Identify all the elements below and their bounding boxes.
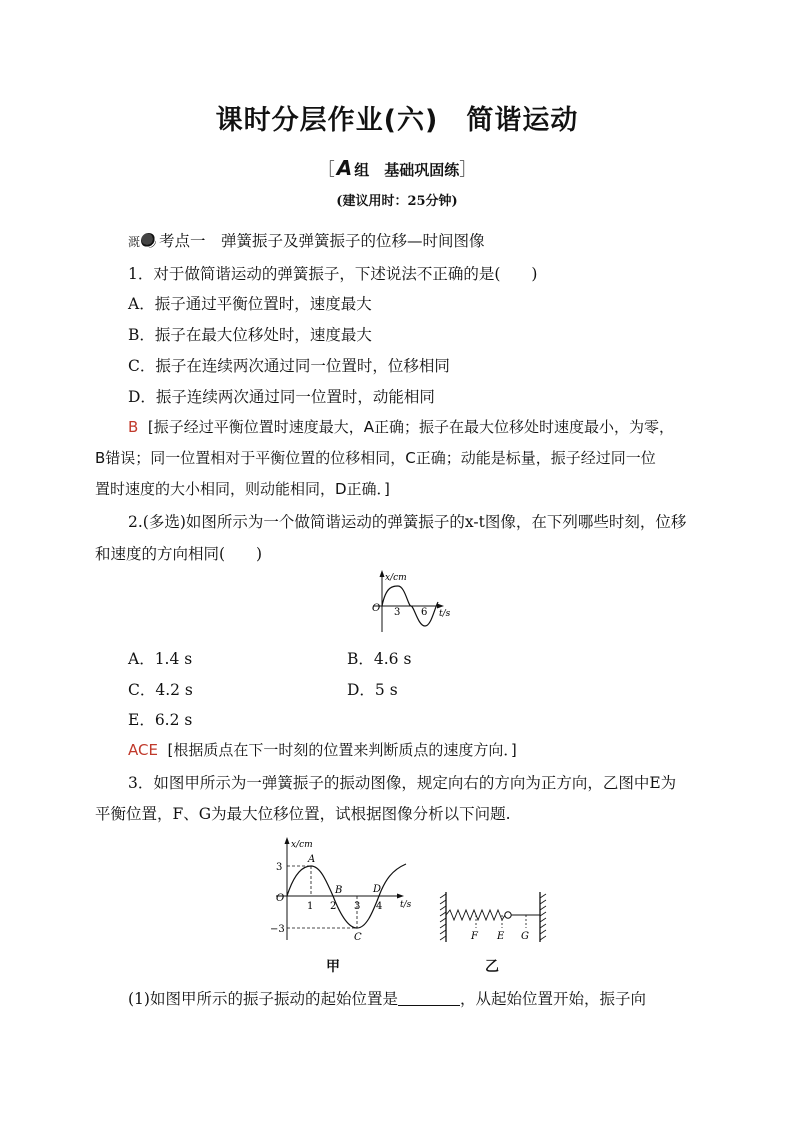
- time-hint: (建议用时：25分钟): [336, 194, 458, 209]
- q2-answer: [128, 739, 517, 760]
- group-header: [0, 155, 794, 180]
- q3-sub1: [128, 987, 646, 1009]
- q2-stem-1: 2.(多选)如图所示为一个做简谐运动的弹簧振子的x-t图像，在下列哪些时刻，位移: [128, 513, 687, 531]
- q2-ylabel: x/cm: [385, 573, 407, 583]
- q3-graph-jia: [268, 834, 428, 944]
- spring-label-g: G: [521, 931, 529, 942]
- page-title: 课时分层作业(六) 简谐运动: [215, 105, 579, 136]
- q3-point-a: A: [308, 854, 316, 865]
- q1-explanation-1: [振子经过平衡位置时速度最大，A正确；振子在最大位移处时速度最小，为零，: [147, 418, 674, 436]
- keypoint-bullet-icon: [141, 233, 156, 248]
- q2-option-d: D．5 s: [347, 681, 398, 699]
- q1-explanation-3: 置时速度的大小相同，则动能相同，D正确．]: [95, 480, 390, 498]
- q2-origin: O: [372, 603, 381, 614]
- group-label: 组 基础巩固练: [354, 161, 460, 179]
- q3-point-d: D: [373, 884, 382, 895]
- keypoint-prefix: 溉: [128, 235, 141, 249]
- spring-label-e: E: [497, 931, 505, 942]
- group-letter: A: [336, 156, 353, 180]
- q1-stem: 1．对于做简谐运动的弹簧振子，下述说法不正确的是( ): [128, 265, 538, 283]
- q3-xtick-1: 1: [307, 901, 314, 912]
- q3-spring-yi: [432, 888, 552, 944]
- q3-sub1-after: ，从起始位置开始，振子向: [459, 990, 646, 1008]
- q1-option-d: D．振子连续两次通过同一位置时，动能相同: [128, 388, 435, 406]
- q3-sub1-before: (1)如图甲所示的振子振动的起始位置是: [128, 990, 398, 1008]
- q3-stem-2: 平衡位置，F、G为最大位移位置，试根据图像分析以下问题.: [95, 805, 511, 823]
- q2-option-b: B．4.6 s: [347, 650, 412, 668]
- q1-option-a: A．振子通过平衡位置时，速度最大: [128, 295, 372, 313]
- q3-sub1-blank: [398, 991, 460, 1006]
- q3-xtick-2: 2: [330, 901, 337, 912]
- q3-point-c: C: [354, 932, 362, 943]
- q3-ytick-3: 3: [276, 862, 283, 873]
- q2-xt-graph: [366, 568, 466, 634]
- caption-jia: 甲: [326, 959, 340, 975]
- q1-option-c: C．振子在连续两次通过同一位置时，位移相同: [128, 357, 450, 375]
- q2-tick-6: 6: [421, 607, 428, 618]
- q1-explanation-2: B错误；同一位置相对于平衡位置的位移相同，C正确；动能是标量，振子经过同一位: [95, 449, 656, 467]
- q2-explanation: [根据质点在下一时刻的位置来判断质点的速度方向．]: [167, 741, 517, 759]
- q2-xlabel: t/s: [439, 609, 451, 619]
- q3-ytick-neg3: −3: [270, 924, 285, 935]
- q2-stem-2: 和速度的方向相同( ): [95, 545, 263, 563]
- spring-label-f: F: [471, 931, 478, 942]
- group-bracket-left: ［: [317, 160, 335, 180]
- keypoint-heading: [128, 229, 485, 251]
- caption-yi: 乙: [485, 959, 499, 975]
- group-bracket-right: ］: [459, 160, 477, 180]
- q3-xlabel: t/s: [400, 900, 412, 910]
- keypoint-label: 考点一 弹簧振子及弹簧振子的位移—时间图像: [159, 232, 485, 250]
- q3-ylabel: x/cm: [291, 840, 313, 850]
- q1-answer-line-1: [128, 416, 674, 437]
- q3-xtick-4: 4: [376, 901, 383, 912]
- q2-tick-3: 3: [394, 607, 401, 618]
- q3-xtick-3: 3: [354, 901, 361, 912]
- q3-point-b: B: [335, 885, 343, 896]
- q1-answer-letter: B: [128, 418, 139, 436]
- q2-option-a: A．1.4 s: [128, 650, 193, 668]
- q3-stem-1: 3．如图甲所示为一弹簧振子的振动图像，规定向右的方向为正方向，乙图中E为: [128, 774, 677, 792]
- q2-option-c: C．4.2 s: [128, 681, 193, 699]
- q2-option-e: E．6.2 s: [128, 711, 193, 729]
- q1-option-b: B．振子在最大位移处时，速度最大: [128, 326, 372, 344]
- q2-answer-letter: ACE: [128, 741, 158, 759]
- q3-origin: O: [276, 893, 285, 904]
